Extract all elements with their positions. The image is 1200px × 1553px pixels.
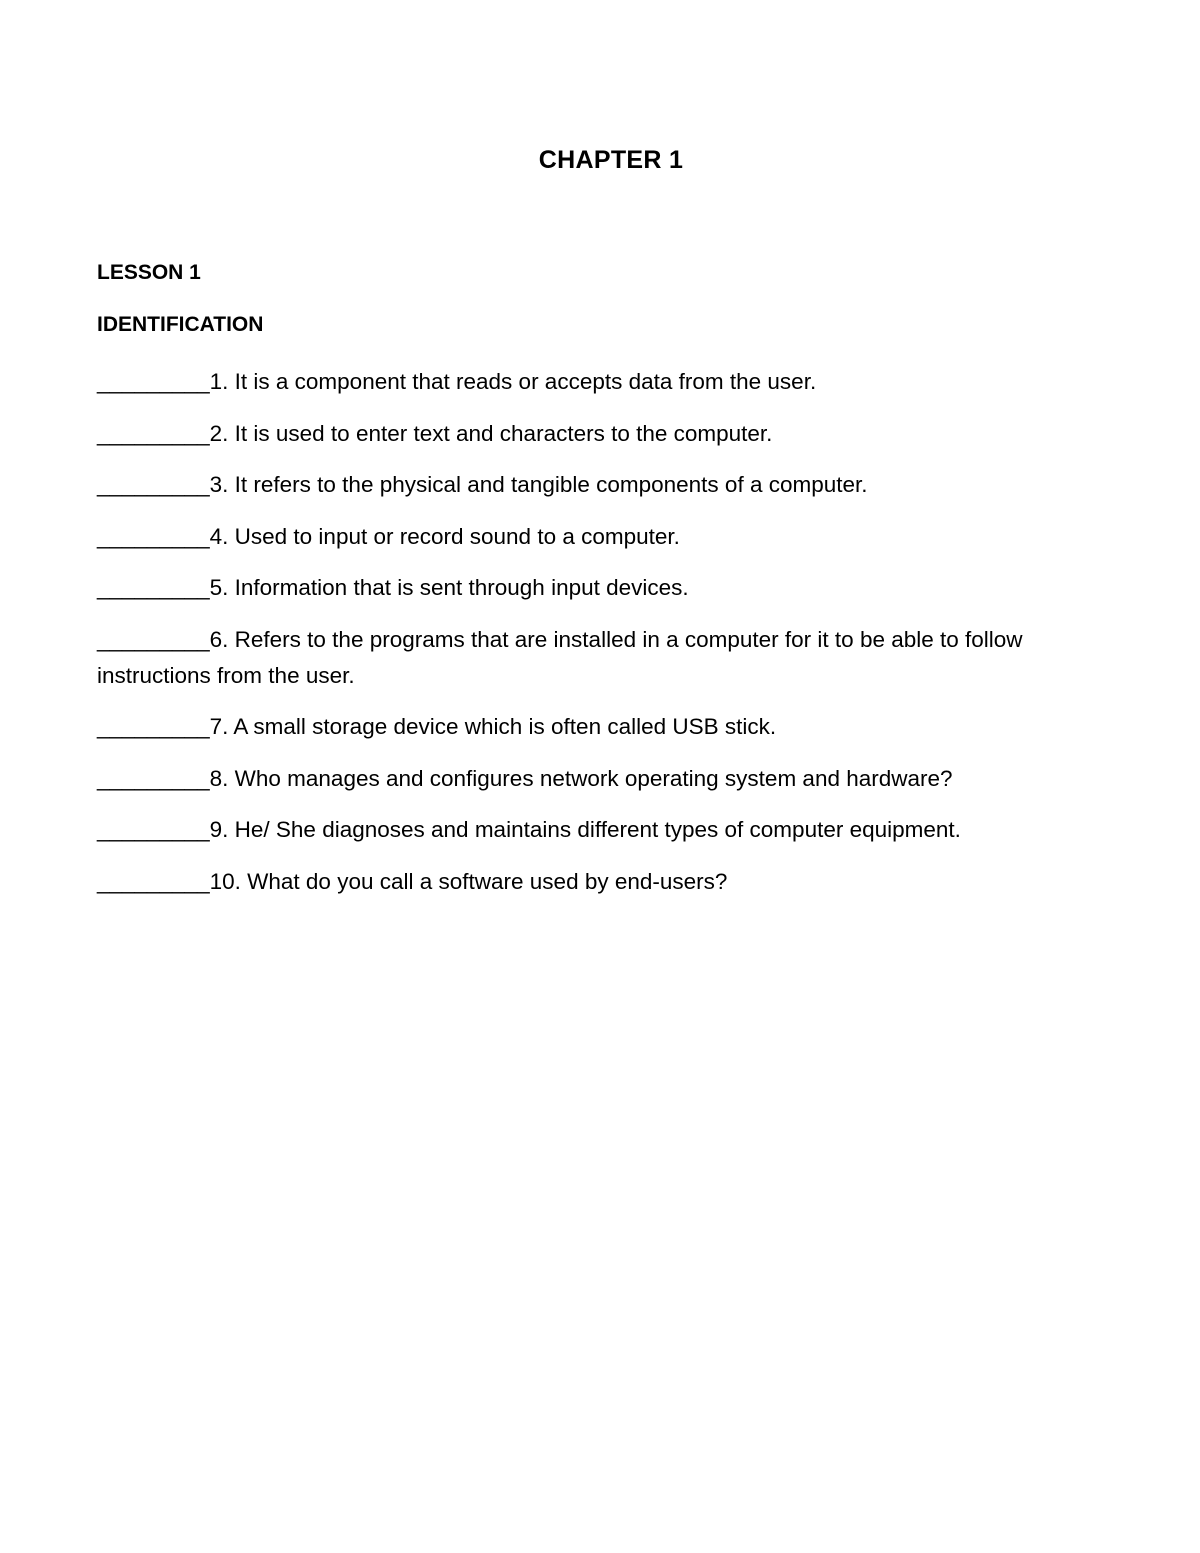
answer-blank: _________ bbox=[97, 472, 210, 497]
question-list bbox=[97, 364, 1087, 915]
question-text: 4. Used to input or record sound to a computer. bbox=[209, 523, 680, 549]
question-item bbox=[97, 622, 1087, 694]
question-item bbox=[97, 864, 1087, 900]
answer-blank: _________ bbox=[97, 369, 210, 394]
question-item bbox=[97, 570, 1087, 606]
answer-blank: _________ bbox=[97, 420, 210, 446]
answer-blank: _________ bbox=[97, 523, 210, 549]
lesson-heading: LESSON 1 bbox=[97, 261, 201, 284]
answer-blank: _________ bbox=[97, 765, 210, 791]
question-item bbox=[97, 812, 1087, 848]
question-item bbox=[97, 519, 1087, 555]
question-item bbox=[97, 364, 1087, 400]
question-text: 3. It refers to the physical and tangible components of a computer. bbox=[209, 472, 868, 497]
question-text: 7. A small storage device which is often called USB stick. bbox=[209, 714, 777, 739]
question-text: 10. What do you call a software used by end-users? bbox=[209, 868, 728, 894]
question-text: 6. Refers to the programs that are installed in a computer for it to be able to follow instructions from the user. bbox=[97, 626, 1023, 688]
answer-blank: _________ bbox=[97, 626, 210, 652]
question-text: 2. It is used to enter text and characters to the computer. bbox=[209, 420, 773, 446]
chapter-title: CHAPTER 1 bbox=[538, 146, 684, 174]
question-text: 1. It is a component that reads or accepts data from the user. bbox=[209, 369, 817, 394]
question-item bbox=[97, 467, 1087, 503]
answer-blank: _________ bbox=[97, 575, 210, 600]
question-item bbox=[97, 416, 1087, 452]
answer-blank: _________ bbox=[97, 817, 210, 842]
answer-blank: _________ bbox=[97, 714, 210, 739]
question-text: 8. Who manages and configures network operating system and hardware? bbox=[209, 765, 953, 791]
question-text: 9. He/ She diagnoses and maintains different types of computer equipment. bbox=[209, 817, 961, 842]
section-heading: IDENTIFICATION bbox=[97, 313, 264, 336]
question-item bbox=[97, 709, 1087, 745]
answer-blank: _________ bbox=[97, 868, 210, 894]
question-item bbox=[97, 761, 1087, 797]
question-text: 5. Information that is sent through input devices. bbox=[209, 575, 689, 600]
